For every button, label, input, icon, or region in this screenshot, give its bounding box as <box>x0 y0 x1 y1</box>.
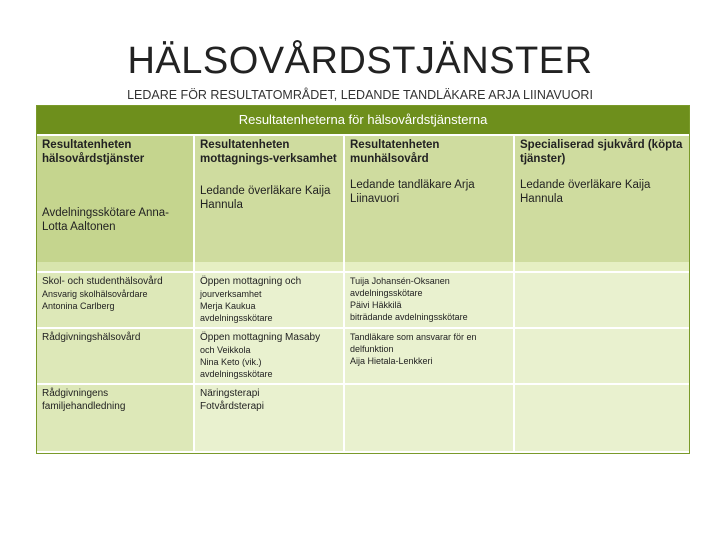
row-line: Tandläkare som ansvarar för en <box>350 332 477 342</box>
row-cell <box>514 384 689 452</box>
table-row <box>37 384 689 452</box>
unit-leader: Ledande överläkare Kaija Hannula <box>200 185 331 211</box>
units-row <box>37 136 689 262</box>
row-line: Näringsterapi <box>200 388 260 399</box>
row-title: Rådgivningens familjehandledning <box>42 388 126 412</box>
row-line: delfunktion <box>350 344 394 354</box>
row-line: Öppen mottagning och <box>200 276 302 287</box>
row-title: Rådgivningshälsovård <box>42 332 141 343</box>
page-title: HÄLSOVÅRDSTJÄNSTER <box>127 40 593 82</box>
row-line: Aija Hietala-Lenkkeri <box>350 356 433 366</box>
table-row <box>37 328 689 384</box>
units-table <box>37 136 689 453</box>
org-table <box>36 105 690 454</box>
row-line: biträdande avdelningsskötare <box>350 312 468 322</box>
separator-cell <box>344 262 514 272</box>
table-row <box>37 272 689 328</box>
unit-name: Resultatenheten hälsovårdstjänster <box>42 139 145 165</box>
row-line: Öppen mottagning Masaby <box>200 332 321 343</box>
unit-cell-munhalsovard <box>344 136 514 262</box>
row-cell <box>37 384 194 452</box>
row-cell <box>344 272 514 328</box>
row-line: avdelningsskötare <box>350 288 423 298</box>
row-cell <box>344 384 514 452</box>
row-line: Päivi Häkkilä <box>350 300 402 310</box>
row-cell <box>194 384 344 452</box>
row-line: Nina Keto (vik.) <box>200 357 262 367</box>
unit-name: Resultatenheten mottagnings-verksamhet <box>200 139 337 165</box>
row-line: avdelningsskötare <box>200 313 273 323</box>
unit-cell-specialiserad <box>514 136 689 262</box>
separator-cell <box>194 262 344 272</box>
row-line: Antonina Carlberg <box>42 301 115 311</box>
unit-leader: Ledande överläkare Kaija Hannula <box>520 179 651 205</box>
row-cell <box>37 272 194 328</box>
separator-cell <box>514 262 689 272</box>
separator-row <box>37 262 689 272</box>
row-cell <box>514 328 689 384</box>
row-line: och Veikkola <box>200 345 251 355</box>
row-title: Skol- och studenthälsovård <box>42 276 163 287</box>
row-cell <box>194 328 344 384</box>
row-cell <box>514 272 689 328</box>
row-line: Fotvårdsterapi <box>200 401 264 412</box>
unit-leader: Avdelningsskötare Anna-Lotta Aaltonen <box>42 207 170 233</box>
row-line: jourverksamhet <box>200 289 262 299</box>
row-cell <box>194 272 344 328</box>
unit-name: Specialiserad sjukvård (köpta tjänster) <box>520 139 683 165</box>
unit-leader: Ledande tandläkare Arja Liinavuori <box>350 179 475 205</box>
row-cell <box>37 328 194 384</box>
row-line: Merja Kaukua <box>200 301 256 311</box>
row-line: Tuija Johansén-Oksanen <box>350 276 450 286</box>
unit-cell-halsovard <box>37 136 194 262</box>
unit-cell-mottagning <box>194 136 344 262</box>
separator-cell <box>37 262 194 272</box>
page-subtitle: LEDARE FÖR RESULTATOMRÅDET, LEDANDE TANDLÄKARE ARJA LIINAVUORI <box>127 88 593 102</box>
row-line: Ansvarig skolhälsovårdare <box>42 289 148 299</box>
row-line: avdelningsskötare <box>200 369 273 379</box>
table-header: Resultatenheterna för hälsovårdstjänsterna <box>37 106 689 136</box>
unit-name: Resultatenheten munhälsovård <box>350 139 440 165</box>
row-cell <box>344 328 514 384</box>
